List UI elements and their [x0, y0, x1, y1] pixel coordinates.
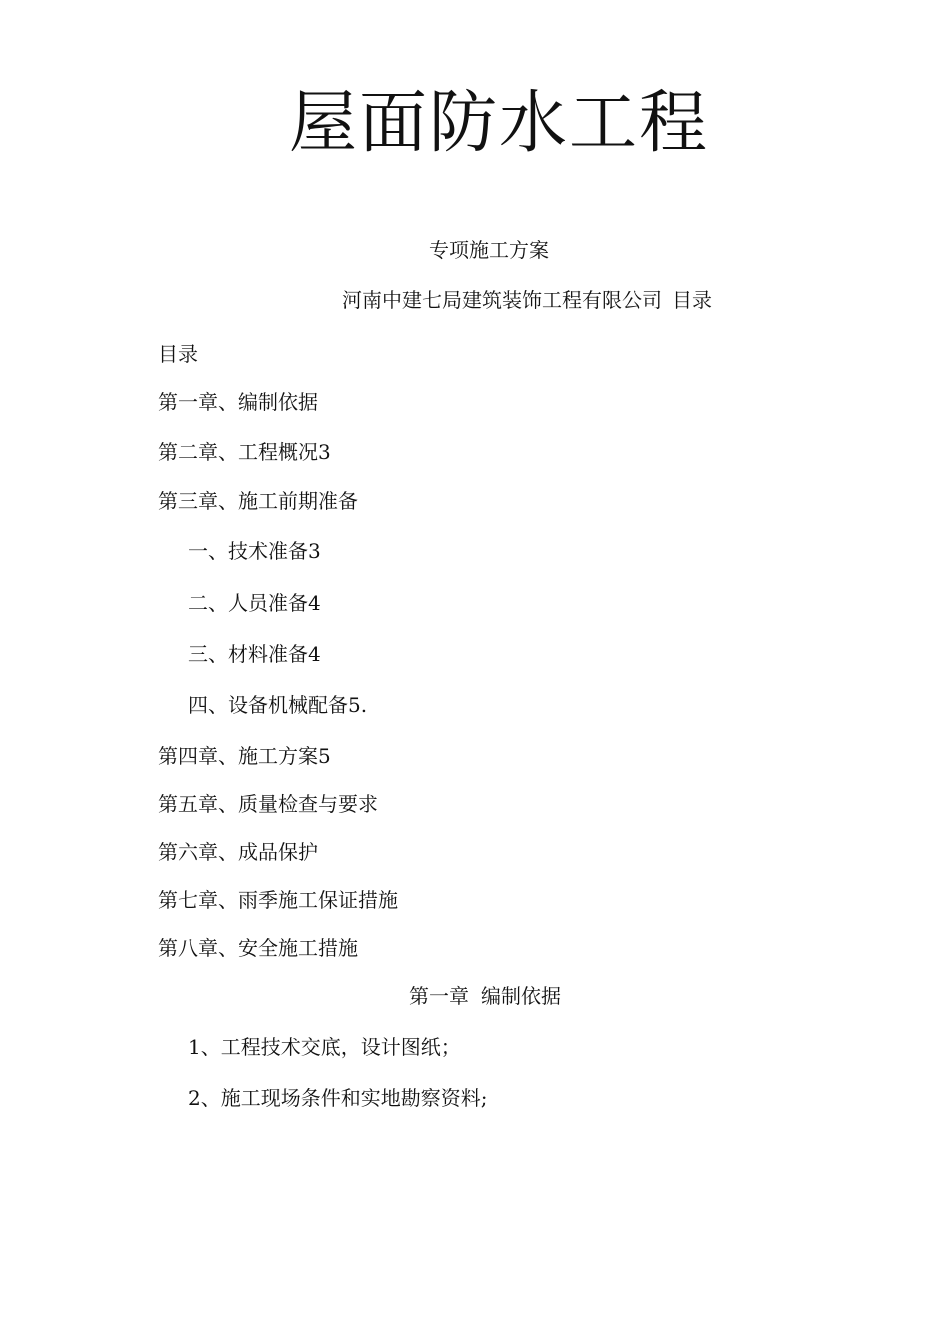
document-subtitle: 专项施工方案 — [429, 238, 549, 262]
toc-item-sub-2: 二、人员准备4 — [188, 591, 321, 615]
toc-item-chapter-2: 第二章、工程概况3 — [158, 440, 331, 464]
toc-item-sub-4: 四、设备机械配备5. — [188, 693, 368, 717]
toc-item-chapter-4: 第四章、施工方案5 — [158, 744, 331, 768]
toc-item-chapter-6: 第六章、成品保护 — [158, 840, 318, 864]
section-item-2: 2、施工现场条件和实地勘察资料; — [188, 1086, 488, 1110]
section-heading — [0, 982, 950, 1010]
section-chapter: 第一章 — [409, 984, 469, 1008]
company-suffix: 目录 — [672, 288, 712, 312]
toc-item-chapter-8: 第八章、安全施工措施 — [158, 936, 358, 960]
document-title: 屋面防水工程 — [288, 84, 709, 163]
toc-item-sub-1: 一、技术准备3 — [188, 539, 321, 563]
company-name: 河南中建七局建筑装饰工程有限公司 — [342, 288, 662, 312]
toc-heading: 目录 — [158, 342, 198, 366]
toc-item-chapter-7: 第七章、雨季施工保证措施 — [158, 888, 398, 912]
company-line — [342, 286, 712, 314]
toc-item-chapter-5: 第五章、质量检查与要求 — [158, 792, 378, 816]
section-name: 编制依据 — [481, 984, 561, 1008]
toc-item-chapter-3: 第三章、施工前期准备 — [158, 489, 358, 513]
toc-item-chapter-1: 第一章、编制依据 — [158, 390, 318, 414]
section-item-1: 1、工程技术交底，设计图纸； — [188, 1035, 461, 1059]
toc-item-sub-3: 三、材料准备4 — [188, 642, 321, 666]
